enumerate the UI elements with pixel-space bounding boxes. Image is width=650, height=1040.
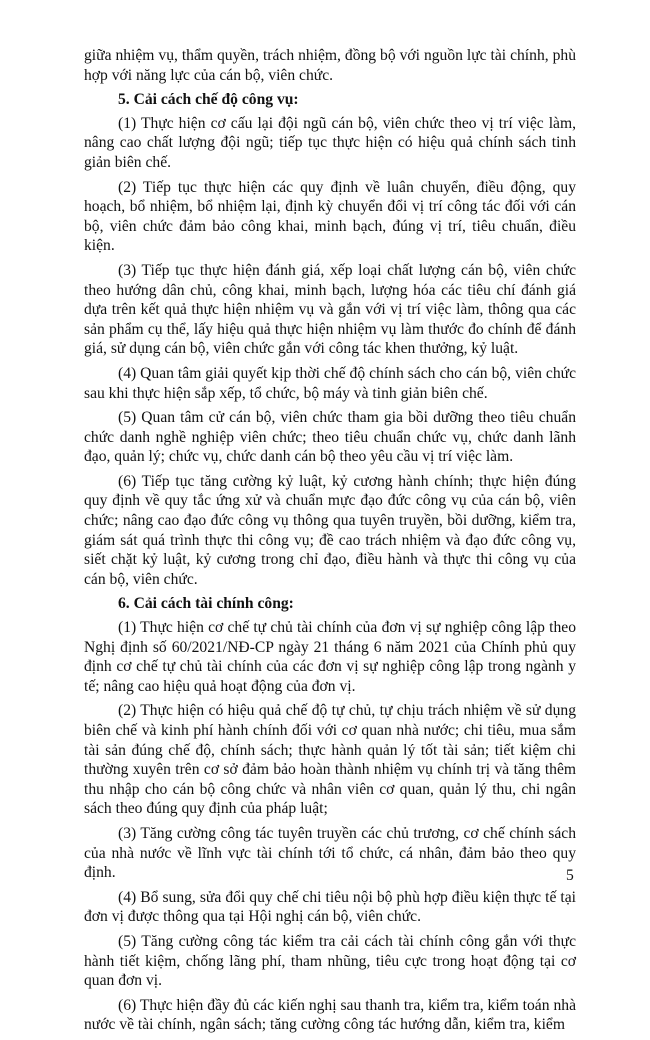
section-5-item-2: (2) Tiếp tục thực hiện các quy định về luân chuyển, điều động, quy hoạch, bổ nhiệm, bổ nhiệm lại, định kỳ chuyển đổi vị trí công tác đối với cán bộ, viên chức đảm bảo công khai, minh bạch, đúng vị trí, tiêu chuẩn, điều kiện.	[84, 178, 576, 255]
section-6-item-6: (6) Thực hiện đầy đủ các kiến nghị sau thanh tra, kiểm tra, kiểm toán nhà nước về tài chính, ngân sách; tăng cường công tác hướng dẫn, kiểm tra, kiểm	[84, 996, 576, 1034]
section-6-item-3: (3) Tăng cường công tác tuyên truyền các chủ trương, cơ chế chính sách của nhà nước về lĩnh vực tài chính tới tổ chức, cá nhân, đảm bảo theo quy định.	[84, 824, 576, 882]
section-5-item-1: (1) Thực hiện cơ cấu lại đội ngũ cán bộ, viên chức theo vị trí việc làm, nâng cao chất lượng đội ngũ; tiếp tục thực hiện có hiệu quả chính sách tinh giản biên chế.	[84, 114, 576, 171]
section-5-item-4: (4) Quan tâm giải quyết kịp thời chế độ chính sách cho cán bộ, viên chức sau khi thực hiện sắp xếp, tổ chức, bộ máy và tinh giản biên chế.	[84, 364, 576, 402]
section-5-item-3: (3) Tiếp tục thực hiện đánh giá, xếp loại chất lượng cán bộ, viên chức theo hướng dân chủ, công khai, minh bạch, lượng hóa các tiêu chí đánh giá dựa trên kết quả thực hiện nhiệm vụ và gắn với vị trí việc làm, thông qua các sản phẩm cụ thể, lấy hiệu quả thực hiện nhiệm vụ làm thước đo chính để đánh giá, sử dụng cán bộ, viên chức gắn với công tác khen thưởng, kỷ luật.	[84, 261, 576, 358]
section-6-heading: 6. Cải cách tài chính công:	[118, 595, 294, 613]
section-5-item-6: (6) Tiếp tục tăng cường kỷ luật, kỷ cương hành chính; thực hiện đúng quy định về quy tắc ứng xử và chuẩn mực đạo đức công vụ của cán bộ, viên chức; nâng cao đạo đức công vụ thông qua tuyên truyền, bồi dưỡng, kiểm tra, giám sát quá trình thực thi công vụ; đề cao trách nhiệm và đạo đức công vụ, siết chặt kỷ luật, kỷ cương trong chỉ đạo, điều hành và thực thi công vụ của cán bộ, viên chức.	[84, 472, 576, 588]
section-5-heading: 5. Cải cách chế độ công vụ:	[118, 91, 299, 109]
page-content	[84, 46, 576, 1040]
page-number: 5	[566, 867, 574, 884]
section-6-item-5: (5) Tăng cường công tác kiểm tra cải cách tài chính công gắn với thực hành tiết kiệm, chống lãng phí, tham nhũng, tiêu cực trong hoạt động tại cơ quan đơn vị.	[84, 932, 576, 990]
section-6-item-4: (4) Bổ sung, sửa đổi quy chế chi tiêu nội bộ phù hợp điều kiện thực tế tại đơn vị được thông qua tại Hội nghị cán bộ, viên chức.	[84, 888, 576, 926]
section-5-item-5: (5) Quan tâm cử cán bộ, viên chức tham gia bồi dưỡng theo tiêu chuẩn chức danh nghề nghiệp viên chức; theo tiêu chuẩn chức vụ, chức danh lãnh đạo, quản lý; chức vụ, chức danh cán bộ theo yêu cầu vị trí việc làm.	[84, 409, 576, 466]
section-6-item-2: (2) Thực hiện có hiệu quả chế độ tự chủ, tự chịu trách nhiệm về sử dụng biên chế và kinh phí hành chính đối với cơ quan nhà nước; chi tiêu, mua sắm tài sản đúng chế độ, chính sách; thực hành quản lý tốt tài sản; tiết kiệm chi thường xuyên trên cơ sở đảm bảo hoàn thành nhiệm vụ chính trị và tăng thêm thu nhập cho cán bộ công chức và nhân viên cơ quan, quản lý thu, chi ngân sách theo đúng quy định của pháp luật;	[84, 702, 576, 818]
section-6-item-1: (1) Thực hiện cơ chế tự chủ tài chính của đơn vị sự nghiệp công lập theo Nghị định số 60/2021/NĐ-CP ngày 21 tháng 6 năm 2021 của Chính phủ quy định cơ chế tự chủ tài chính của các đơn vị sự nghiệp công lập trong ngành y tế; nâng cao hiệu quả hoạt động của đơn vị.	[84, 619, 576, 695]
intro-paragraph: giữa nhiệm vụ, thẩm quyền, trách nhiệm, đồng bộ với nguồn lực tài chính, phù hợp với năng lực của cán bộ, viên chức.	[84, 47, 576, 84]
